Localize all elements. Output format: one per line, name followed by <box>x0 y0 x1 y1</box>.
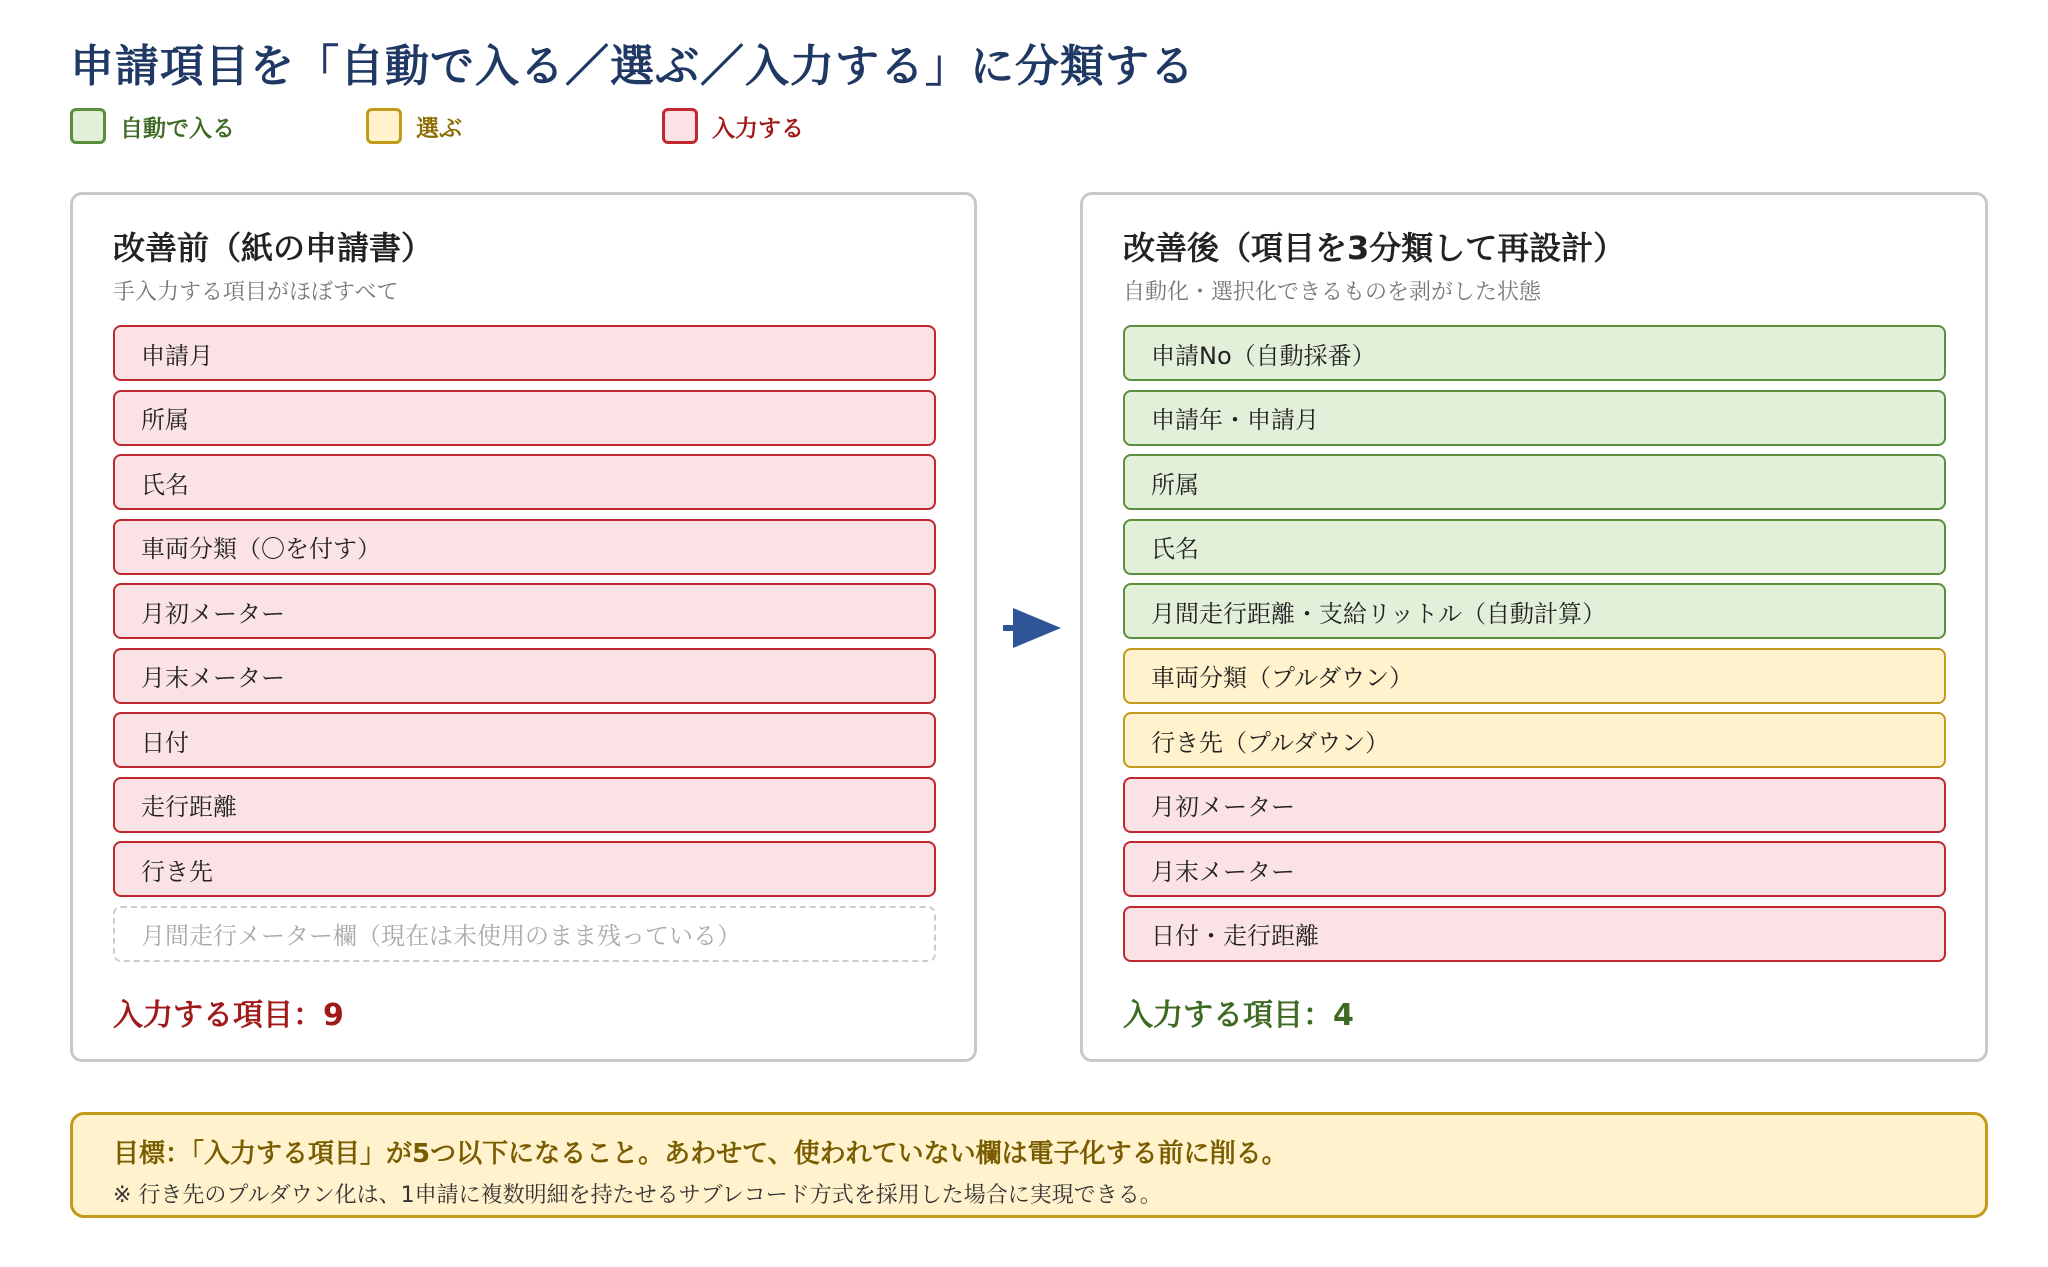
goal-text: 目標：「入力する項目」が5つ以下になること。あわせて、使われていない欄は電子化する前に削る。 <box>113 1139 1288 1169</box>
goal-note: ※ 行き先のプルダウン化は、1申請に複数明細を持たせるサブレコード方式を採用した場合に実現できる。 <box>113 1183 1162 1208</box>
page-title: 申請項目を「自動で入る／選ぶ／入力する」に分類する <box>70 41 1195 92</box>
legend-swatch-input <box>662 108 698 144</box>
legend-label-input: 入力する <box>712 115 804 142</box>
before-panel <box>70 192 977 1062</box>
before-item-input: 月末メーター <box>113 648 936 704</box>
after-item-select: 車両分類（プルダウン） <box>1123 648 1946 704</box>
goal-box <box>70 1112 1988 1218</box>
after-item-list <box>1123 325 1946 970</box>
legend-swatch-auto <box>70 108 106 144</box>
before-panel-title: 改善前（紙の申請書） <box>113 229 434 267</box>
before-item-unused: 月間走行メーター欄（現在は未使用のまま残っている） <box>113 906 936 962</box>
after-item-input: 月末メーター <box>1123 841 1946 897</box>
after-panel-subtitle: 自動化・選択化できるものを剥がした状態 <box>1123 280 1542 305</box>
arrow-right-icon <box>1003 608 1063 648</box>
arrow-head <box>1013 608 1061 648</box>
after-item-auto: 申請年・申請月 <box>1123 390 1946 446</box>
before-panel-subtitle: 手入力する項目がほぼすべて <box>113 280 399 305</box>
after-input-count: 入力する項目：4 <box>1123 998 1354 1033</box>
legend <box>70 107 970 145</box>
before-item-input: 氏名 <box>113 454 936 510</box>
before-item-input: 申請月 <box>113 325 936 381</box>
before-item-input: 日付 <box>113 712 936 768</box>
before-input-count: 入力する項目：9 <box>113 998 344 1033</box>
after-item-auto: 月間走行距離・支給リットル（自動計算） <box>1123 583 1946 639</box>
legend-label-select: 選ぶ <box>416 115 462 142</box>
before-item-input: 車両分類（〇を付す） <box>113 519 936 575</box>
legend-item-auto <box>70 107 235 145</box>
after-panel-title: 改善後（項目を3分類して再設計） <box>1123 229 1626 267</box>
before-item-input: 行き先 <box>113 841 936 897</box>
after-item-auto: 氏名 <box>1123 519 1946 575</box>
before-item-input: 所属 <box>113 390 936 446</box>
legend-item-input <box>662 107 804 145</box>
legend-label-auto: 自動で入る <box>120 115 235 142</box>
after-item-select: 行き先（プルダウン） <box>1123 712 1946 768</box>
after-item-auto: 申請No（自動採番） <box>1123 325 1946 381</box>
after-item-input: 日付・走行距離 <box>1123 906 1946 962</box>
after-panel <box>1080 192 1988 1062</box>
before-item-input: 月初メーター <box>113 583 936 639</box>
after-item-auto: 所属 <box>1123 454 1946 510</box>
after-item-input: 月初メーター <box>1123 777 1946 833</box>
legend-item-select <box>366 107 462 145</box>
legend-swatch-select <box>366 108 402 144</box>
before-item-input: 走行距離 <box>113 777 936 833</box>
before-item-list <box>113 325 936 970</box>
